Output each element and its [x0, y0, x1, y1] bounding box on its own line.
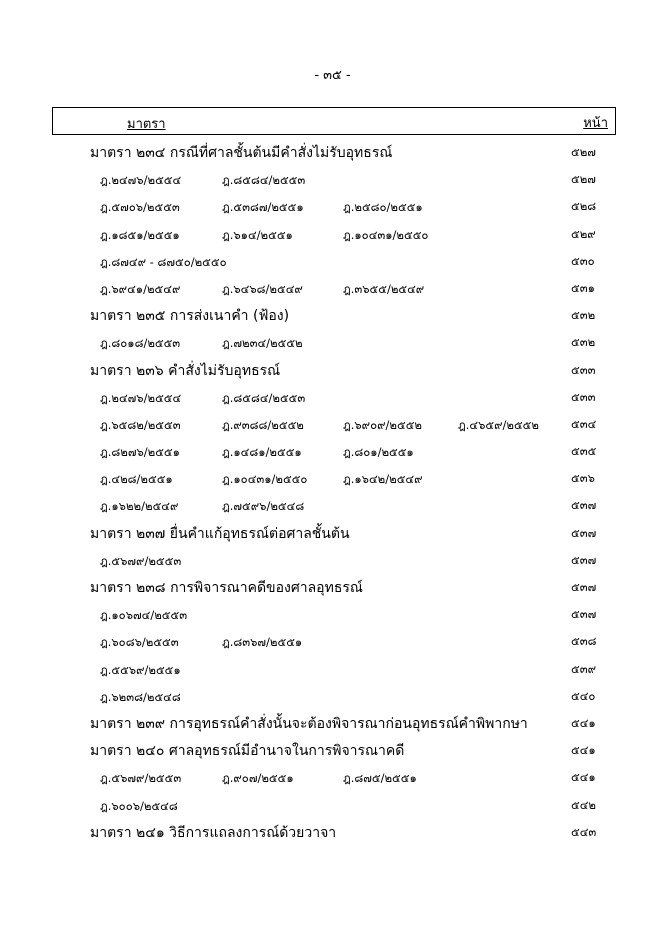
page-reference: ๕๓๗	[571, 552, 597, 567]
case-list-row	[0, 276, 665, 303]
case-citation: ฎ.๘๓๖๗/๒๕๕๑	[222, 635, 303, 650]
section-heading-row	[0, 358, 665, 385]
page-reference: ๕๒๘	[571, 199, 597, 214]
case-citation: ฎ.๔๒๘/๒๕๕๑	[100, 472, 173, 487]
case-citation: ฎ.๗๕๙๖/๒๕๔๘	[222, 499, 305, 514]
case-citation: ฎ.๕๕๖๙/๒๕๕๑	[100, 662, 181, 677]
case-list-row	[0, 330, 665, 357]
case-citation: ฎ.๖๙๐๙/๒๕๕๒	[343, 417, 422, 432]
page-reference: ๕๒๙	[571, 226, 596, 241]
section-title: มาตรา ๒๓๘ การพิจารณาคดีของศาลอุทธรณ์	[90, 580, 363, 596]
page-reference: ๕๓๒	[571, 308, 596, 323]
case-citation: ฎ.๖๙๔๑/๒๕๔๙	[100, 281, 181, 296]
page-reference: ๕๓๓	[571, 362, 596, 377]
case-list-row	[0, 493, 665, 520]
case-citation: ฎ.๖๒๓๘/๒๕๔๘	[100, 689, 181, 704]
page-reference: ๕๓๗	[571, 525, 597, 540]
header-page-label: หน้า	[583, 116, 608, 131]
section-heading-row	[0, 820, 665, 847]
case-citation: ฎ.๗๒๓๔/๒๕๕๒	[222, 336, 303, 351]
page-reference: ๕๒๗	[571, 172, 596, 187]
case-citation: ฎ.๑๐๔๓๑/๒๕๕๐	[343, 227, 429, 242]
case-citation: ฎ.๑๘๕๑/๒๕๕๑	[100, 227, 180, 242]
case-citation: ฎ.๑๖๔๒/๒๕๔๙	[343, 472, 423, 487]
case-citation: ฎ.๖๐๐๖/๒๕๔๘	[100, 798, 178, 813]
case-list-row	[0, 602, 665, 629]
page-reference: ๕๓๗	[571, 580, 597, 594]
case-citation: ฎ.๖๔๖๘/๒๕๔๙	[222, 281, 303, 296]
section-heading-row	[0, 575, 665, 602]
page-reference: ๕๔๑	[571, 770, 596, 785]
case-citation: ฎ.๒๔๗๖/๒๕๕๔	[100, 173, 182, 188]
page-reference: ๕๔๑	[571, 743, 596, 758]
section-heading-row	[0, 738, 665, 765]
page-reference: ๕๓๗	[571, 498, 597, 513]
case-citation: ฎ.๙๐๗/๒๕๕๑	[222, 771, 294, 786]
case-list-row	[0, 439, 665, 466]
case-list-row	[0, 793, 665, 820]
case-list-row	[0, 684, 665, 711]
section-title: มาตรา ๒๔๑ วิธีการแถลงการณ์ด้วยวาจา	[90, 824, 337, 841]
case-list-row	[0, 657, 665, 684]
section-heading-row	[0, 303, 665, 330]
case-list-row	[0, 548, 665, 575]
page-reference: ๕๔๐	[571, 688, 596, 703]
page-reference: ๕๓๓	[571, 389, 596, 404]
section-title: มาตรา ๒๓๙ การอุทธรณ์คำสั่งนั้นจะต้องพิจารณาก่อนอุทธรณ์คำพิพากษา	[90, 715, 528, 732]
case-list-row	[0, 194, 665, 221]
case-citation: ฎ.๑๖๒๒/๒๕๔๙	[100, 499, 179, 514]
case-citation: ฎ.๕๗๐๖/๒๕๕๓	[100, 200, 180, 215]
page-reference: ๕๓๑	[571, 280, 595, 295]
section-title: มาตรา ๒๓๕ การส่งเนาคำ (ฟ้อง)	[90, 308, 290, 325]
case-list-row	[0, 412, 665, 439]
case-list-row	[0, 765, 665, 792]
section-heading-row	[0, 521, 665, 548]
section-title: มาตรา ๒๓๔ กรณีที่ศาลชั้นต้นมีคำสั่งไม่รับอุทธรณ์	[90, 145, 393, 161]
page-reference: ๕๓๘	[571, 634, 597, 649]
case-citation: ฎ.๒๔๗๖/๒๕๕๔	[100, 390, 182, 405]
page-reference: ๕๓๒	[571, 335, 596, 350]
page-reference: ๕๓๔	[571, 416, 597, 431]
case-citation: ฎ.๘๐๑๘/๒๕๕๓	[100, 336, 181, 351]
case-list-row	[0, 167, 665, 194]
section-title: มาตรา ๒๓๖ คำสั่งไม่รับอุทธรณ์	[90, 362, 281, 379]
section-heading-row	[0, 140, 665, 167]
case-citation: ฎ.๖๕๘๒/๒๕๕๓	[100, 417, 181, 432]
case-citation: ฎ.๑๐๖๗๔/๒๕๕๓	[100, 608, 188, 623]
case-citation: ฎ.๘๒๗๖/๒๕๕๑	[100, 445, 180, 460]
case-list-row	[0, 249, 665, 276]
case-citation: ฎ.๙๓๘๘/๒๕๕๒	[222, 417, 304, 432]
case-citation: ฎ.๕๖๗๙/๒๕๕๓	[100, 553, 182, 568]
case-citation: ฎ.๖๑๔/๒๕๕๑	[222, 227, 293, 242]
case-citation: ฎ.๑๐๔๓๑/๒๕๕๐	[222, 472, 308, 487]
case-citation: ฎ.๓๖๕๕/๒๕๔๙	[343, 281, 425, 296]
section-title: มาตรา ๒๓๗ ยื่นคำแก้อุทธรณ์ต่อศาลชั้นต้น	[90, 525, 350, 542]
page-reference: ๕๓๕	[571, 444, 597, 459]
case-citation: ฎ.๖๐๘๖/๒๕๕๓	[100, 635, 179, 650]
page-number: - ๓๕ -	[314, 68, 351, 83]
table-header	[52, 107, 616, 135]
section-title: มาตรา ๒๔๐ ศาลอุทธรณ์มีอำนาจในการพิจารณาคดี	[90, 743, 405, 760]
case-list-row	[0, 629, 665, 656]
case-citation: ฎ.๘๕๘๔/๒๕๕๓	[222, 390, 306, 405]
case-citation: ฎ.๑๔๘๑/๒๕๕๑	[222, 445, 302, 460]
case-citation: ฎ.๕๖๗๙/๒๕๕๓	[100, 771, 182, 786]
case-citation: ฎ.๘๗๔๙ - ๘๗๕๐/๒๕๕๐	[100, 254, 227, 269]
case-list-row	[0, 385, 665, 412]
case-citation: ฎ.๔๖๕๙/๒๕๕๒	[458, 417, 539, 432]
case-citation: ฎ.๘๕๘๔/๒๕๕๓	[222, 173, 306, 188]
page-reference: ๕๔๓	[571, 824, 597, 839]
page-reference: ๕๒๗	[571, 145, 596, 159]
index-list	[0, 140, 665, 847]
case-citation: ฎ.๘๗๕/๒๕๕๑	[343, 771, 417, 786]
page-reference: ๕๔๑	[571, 715, 596, 730]
header-section-label: มาตรา	[127, 117, 166, 132]
page-reference: ๕๓๙	[571, 661, 596, 676]
case-list-row	[0, 466, 665, 493]
page-reference: ๕๓๗	[571, 607, 597, 622]
page-reference: ๕๓๐	[571, 253, 595, 268]
page-reference: ๕๓๖	[571, 471, 595, 486]
case-citation: ฎ.๒๕๘๐/๒๕๕๑	[343, 200, 423, 215]
case-list-row	[0, 222, 665, 249]
section-heading-row	[0, 711, 665, 738]
case-citation: ฎ.๕๓๘๗/๒๕๕๑	[222, 200, 304, 215]
case-citation: ฎ.๘๐๑/๒๕๕๑	[343, 445, 414, 460]
page-reference: ๕๔๒	[571, 797, 596, 812]
